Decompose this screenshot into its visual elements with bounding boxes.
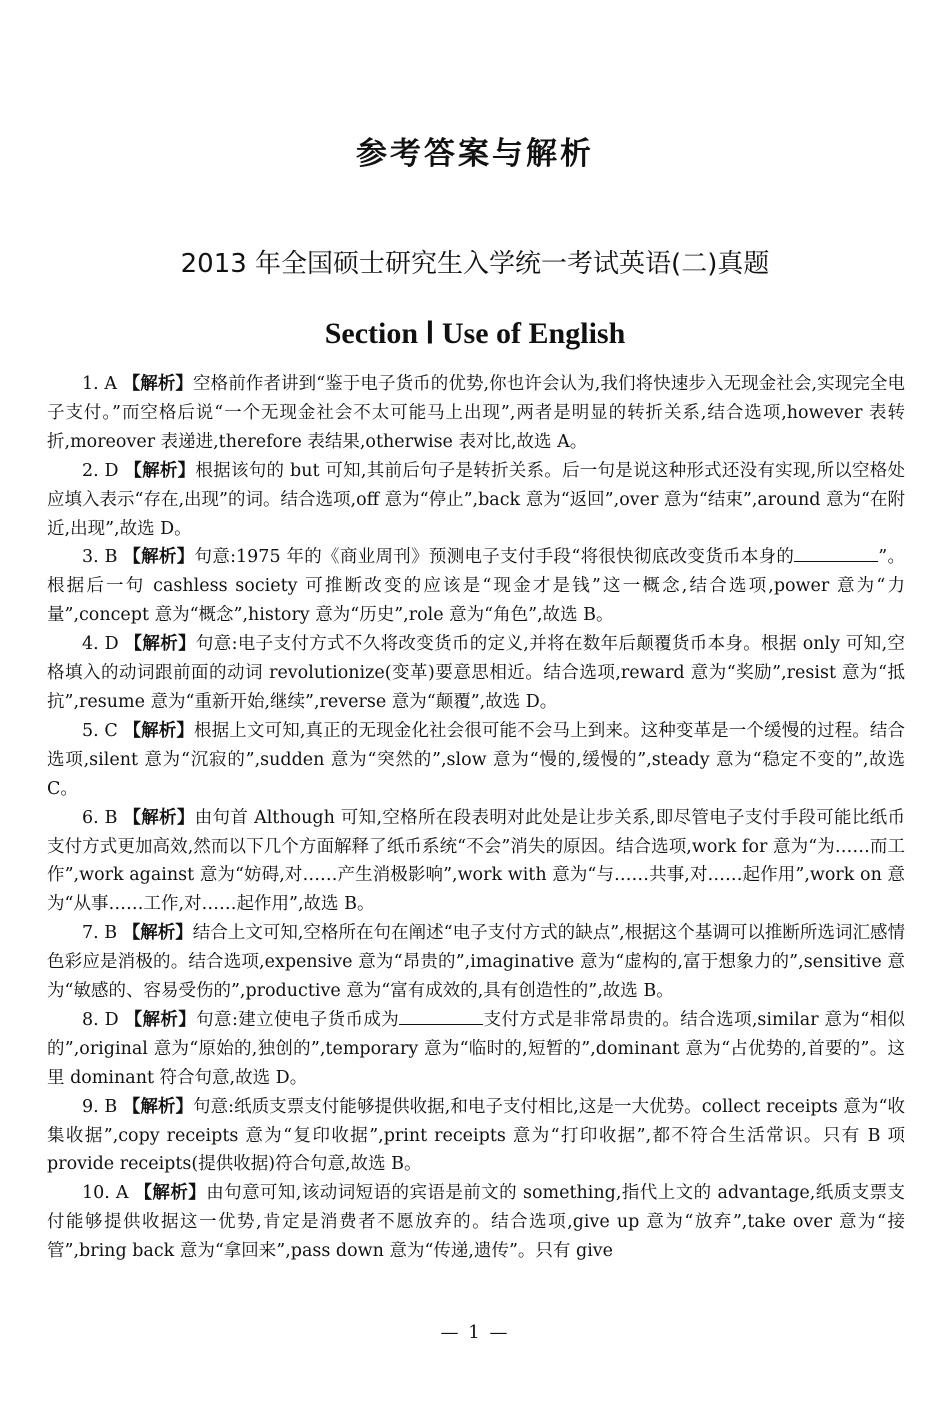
- answer-item-1: [47, 370, 905, 457]
- answer-item-2: [47, 457, 905, 544]
- analysis-tag: 【解析】: [134, 1183, 207, 1204]
- analysis-tag: 【解析】: [122, 374, 194, 394]
- analysis-text: 句意:建立使电子货币成为: [196, 1009, 400, 1030]
- analysis-text: 支付方式是非常昂贵的。结合选项,similar 意为“相似的”,original 意为“原始的,独创的”,temporary 意为“临时的,短暂的”,dominant 意为“占优势的,首要的”。这里 dominant 符合句意,故选 D。: [47, 1009, 905, 1088]
- answer-item-3: [47, 543, 905, 630]
- answer-item-7: [47, 919, 905, 1006]
- analysis-tag: 【解析】: [123, 807, 195, 828]
- section-heading: Section Ⅰ Use of English: [324, 317, 626, 350]
- answer-list: [47, 370, 905, 1266]
- analysis-text: 句意:纸质支票支付能够提供收据,和电子支付相比,这是一大优势。collect receipts 意为“收集收据”,copy receipts 意为“复印收据”,print receipts 意为“打印收据”,都不符合生活常识。只有 B 项 provide receipts(提供收据)符合句意,故选 B。: [47, 1096, 905, 1175]
- answer-label: 10. A: [82, 1183, 135, 1204]
- answer-label: 8. D: [82, 1009, 125, 1030]
- analysis-text: 结合上文可知,空格所在句在阐述“电子支付方式的缺点”,根据这个基调可以推断所选词汇感情色彩应是消极的。结合选项,expensive 意为“昂贵的”,imaginative 意为“虚构的,富于想象力的”,sensitive 意为“敏感的、容易受伤的”,productive 意为“富有成效的,具有创造性的”,故选 B。: [47, 923, 906, 1002]
- answer-item-8: [47, 1006, 905, 1093]
- answer-label: 7. B: [82, 923, 123, 944]
- analysis-text: ”。根据后一句 cashless society 可推断改变的应该是“现金才是钱”这一概念,结合选项,power 意为“力量”,concept 意为“概念”,history 意为“历史”,role 意为“角色”,故选 B。: [47, 547, 906, 626]
- analysis-text: 由句意可知,该动词短语的宾语是前文的 something,指代上文的 advantage,纸质支票支付能够提供收据这一优势,肯定是消费者不愿放弃的。结合选项,give up 意为“放弃”,take over 意为“接管”,bring back 意为“拿回来”,pass down 意为“传递,遗传”。只有 give: [47, 1183, 905, 1262]
- analysis-text: 根据上文可知,真正的无现金化社会很可能不会马上到来。这种变革是一个缓慢的过程。结合选项,silent 意为“沉寂的”,sudden 意为“突然的”,slow 意为“慢的,缓慢的”,steady 意为“稳定不变的”,故选 C。: [47, 720, 905, 799]
- answer-label: 1. A: [82, 374, 123, 394]
- analysis-tag: 【解析】: [122, 1096, 194, 1117]
- analysis-text: 根据该句的 but 可知,其前后句子是转折关系。后一句是说这种形式还没有实现,所以空格处应填入表示“存在,出现”的词。结合选项,off 意为“停止”,back 意为“返回”,over 意为“结束”,around 意为“在附近,出现”,故选 D。: [47, 460, 906, 539]
- analysis-tag: 【解析】: [124, 1009, 197, 1030]
- answer-item-9: [47, 1093, 905, 1180]
- answer-item-5: [47, 717, 905, 804]
- fill-in-blank: [794, 543, 878, 562]
- analysis-tag: 【解析】: [122, 923, 193, 944]
- answer-item-4: [47, 630, 905, 717]
- page-title: 参考答案与解析: [356, 136, 594, 172]
- analysis-tag: 【解析】: [124, 634, 196, 655]
- analysis-text: 由句首 Although 可知,空格所在段表明对此处是让步关系,即尽管电子支付手段可能比纸币支付方式更加高效,然而以下几个方面解释了纸币系统“不会”消失的原因。结合选项,work for 意为“为……而工作”,work against 意为“妨碍,对……产生消极影响”,work with 意为“与……共事,对……起作用”,work on 意为“从事……工作,对……起作用”,故选 B。: [47, 807, 906, 915]
- analysis-tag: 【解析】: [123, 720, 195, 741]
- answer-label: 9. B: [82, 1096, 123, 1117]
- answer-label: 4. D: [82, 634, 125, 655]
- analysis-text: 空格前作者讲到“鉴于电子货币的优势,你也许会认为,我们将快速步入无现金社会,实现完全电子支付。”而空格后说“一个无现金社会不太可能马上出现”,两者是明显的转折关系,结合选项,however 表转折,moreover 表递进,therefore 表结果,otherwise 表对比,故选 A。: [47, 374, 906, 452]
- answer-label: 6. B: [82, 807, 124, 828]
- answer-label: 5. C: [82, 720, 124, 741]
- fill-in-blank: [399, 1006, 483, 1025]
- answer-label: 3. B: [82, 547, 124, 568]
- analysis-tag: 【解析】: [123, 547, 195, 568]
- analysis-tag: 【解析】: [124, 460, 196, 481]
- answer-label: 2. D: [82, 460, 125, 481]
- answer-item-6: [47, 804, 905, 920]
- page-number: — 1 —: [440, 1322, 510, 1343]
- answer-item-10: [47, 1179, 905, 1266]
- analysis-text: 句意:电子支付方式不久将改变货币的定义,并将在数年后颠覆货币本身。根据 only 可知,空格填入的动词跟前面的动词 revolutionize(变革)要意思相近。结合选项,reward 意为“奖励”,resist 意为“抵抗”,resume 意为“重新开始,继续”,reverse 意为“颠覆”,故选 D。: [47, 634, 906, 712]
- exam-title: 2013 年全国硕士研究生入学统一考试英语(二)真题: [180, 249, 770, 279]
- analysis-text: 句意:1975 年的《商业周刊》预测电子支付手段“将很快彻底改变货币本身的: [194, 547, 795, 568]
